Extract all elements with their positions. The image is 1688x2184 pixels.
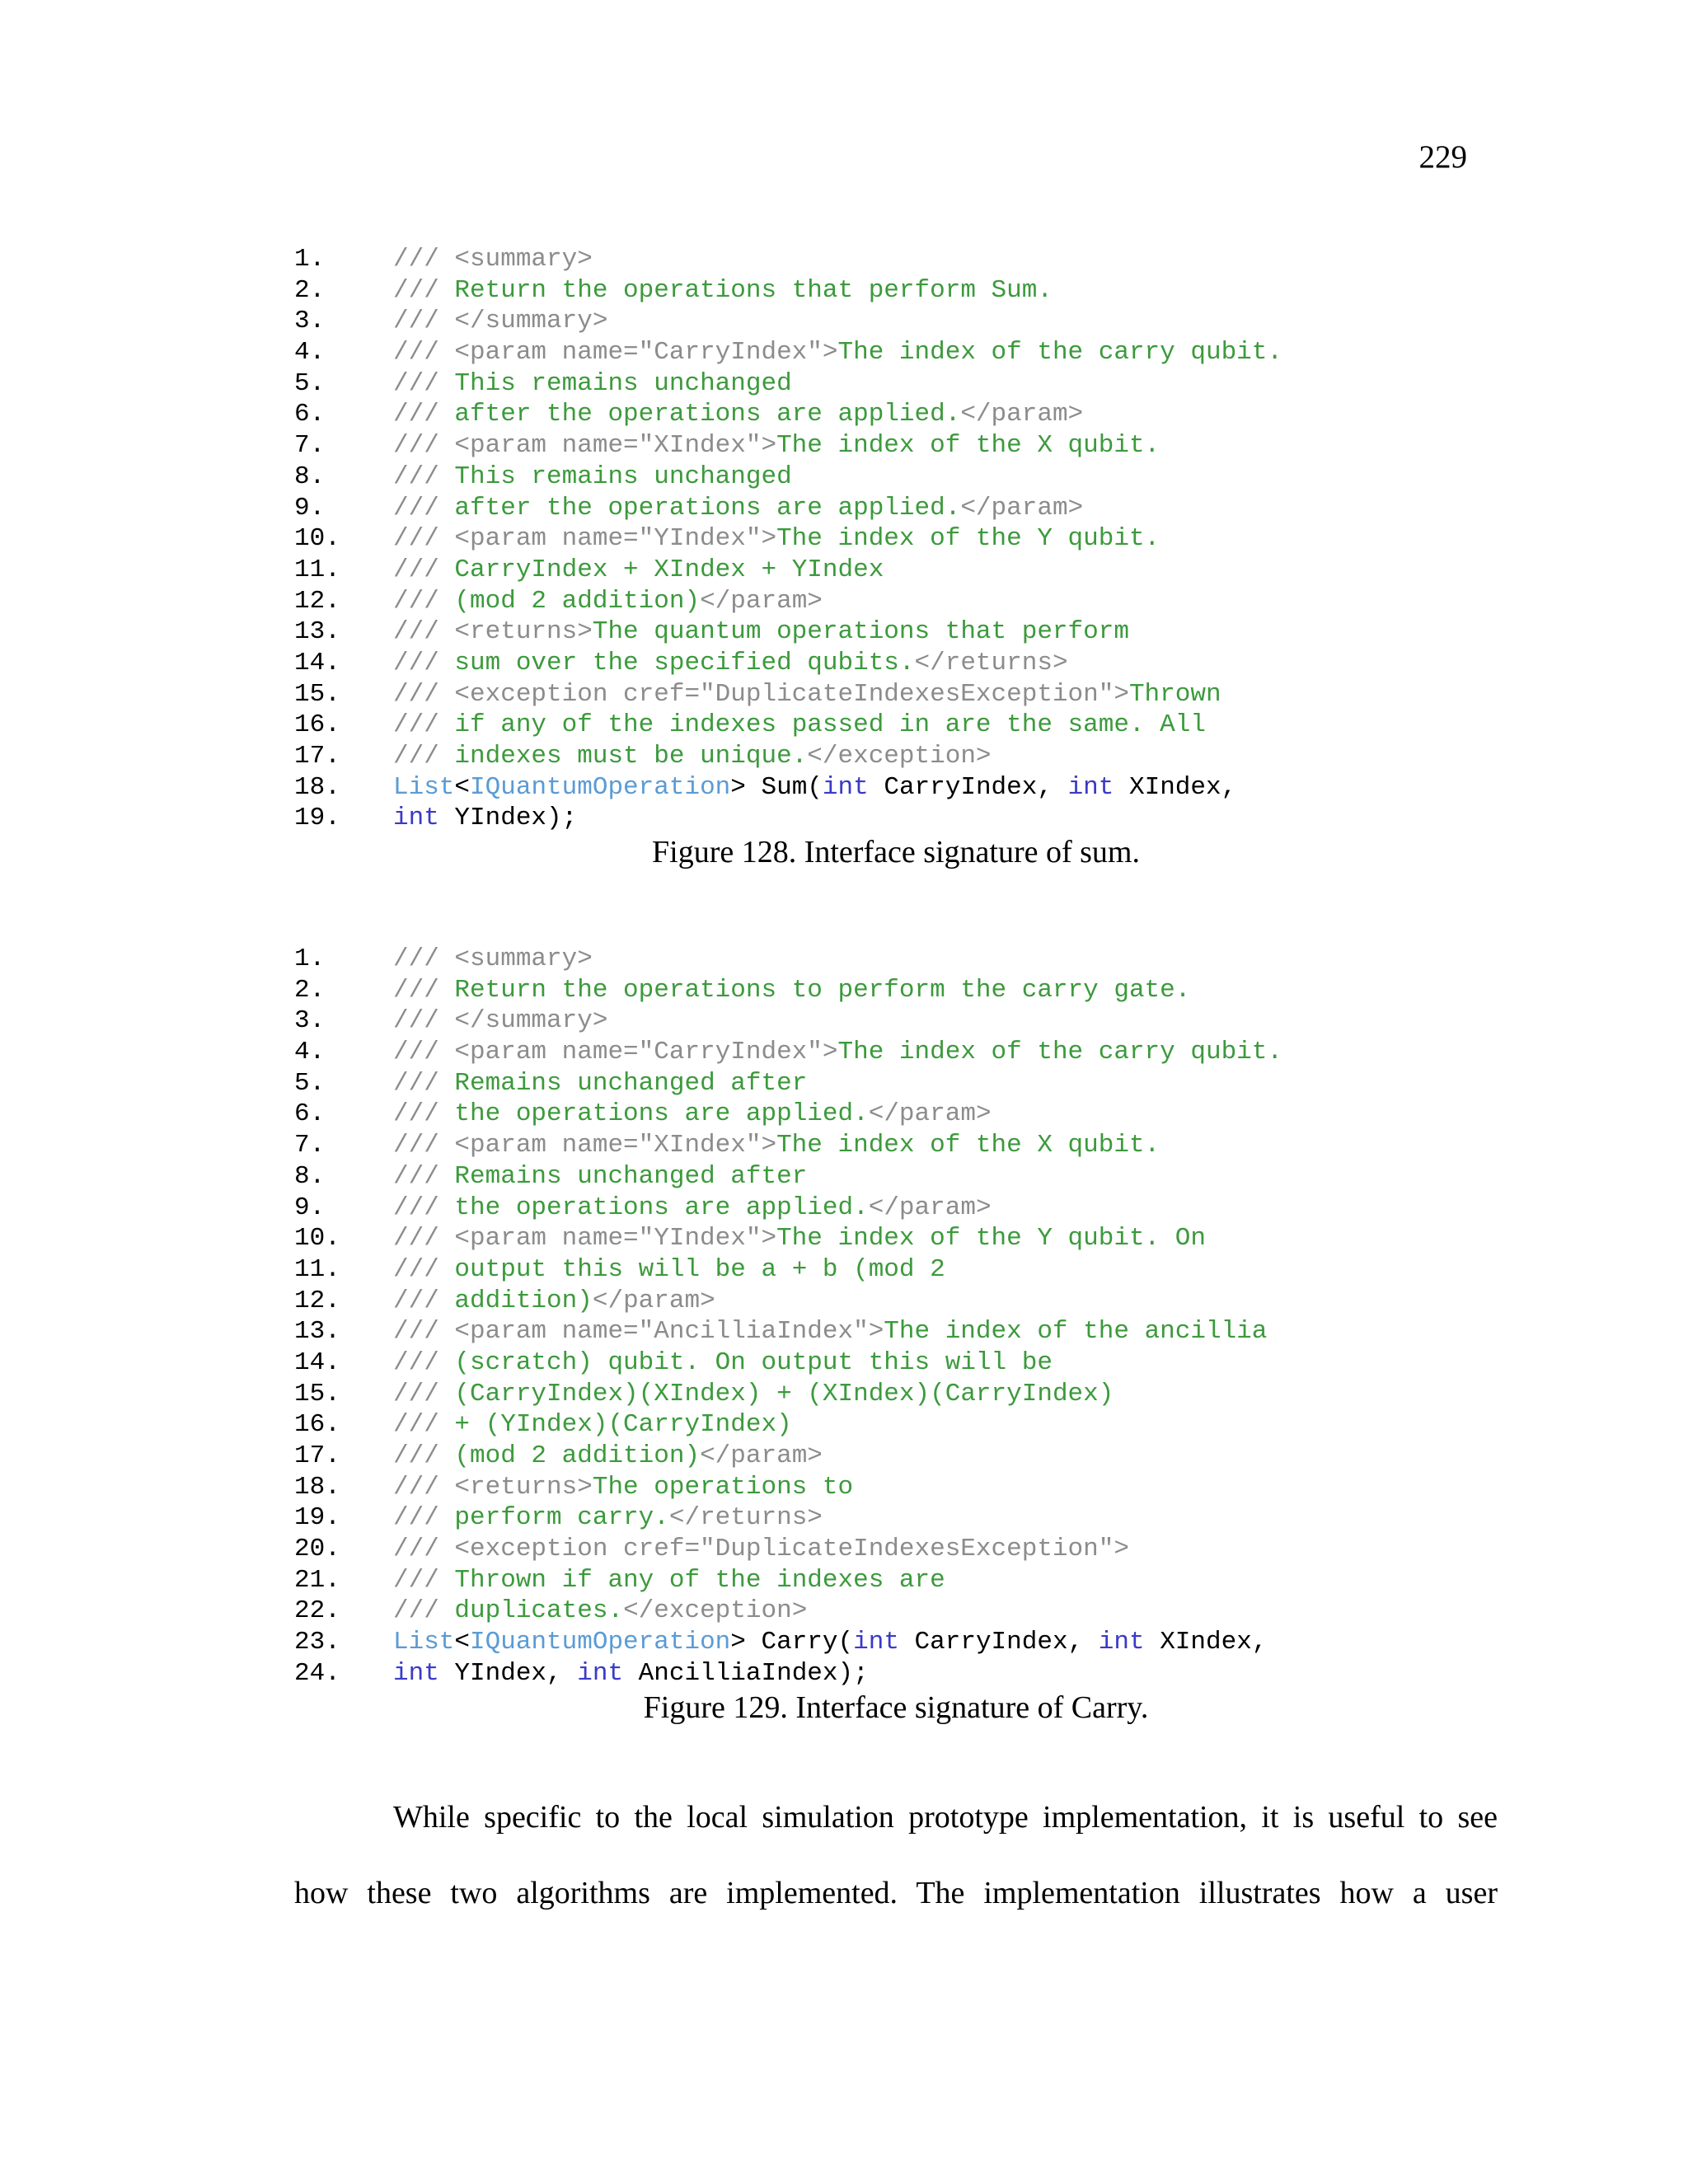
code-token: <: [454, 1628, 471, 1657]
code-text: [393, 1658, 869, 1690]
line-number: 14.: [294, 1347, 340, 1377]
page-number: 229: [1418, 139, 1467, 175]
code-token: CarryIndex,: [868, 772, 1068, 802]
code-text: [393, 244, 593, 275]
line-number: 10.: [294, 1224, 340, 1254]
code-token: int: [853, 1628, 899, 1657]
code-token: ///: [393, 555, 455, 584]
code-token: </param>: [868, 1099, 992, 1129]
code-token: + (YIndex)(CarryIndex): [454, 1410, 792, 1440]
code-token: The index of the Y qubit.: [776, 524, 1160, 554]
code-text: [393, 741, 992, 772]
code-line: [294, 275, 1498, 307]
code-text: [393, 1534, 1129, 1565]
code-line: [294, 1005, 1498, 1037]
code-token: /// <param name="YIndex">: [393, 1224, 777, 1254]
code-text: [393, 679, 1221, 710]
code-line: [294, 1223, 1498, 1254]
code-token: indexes must be unique.: [454, 742, 808, 771]
code-text: [393, 1223, 1206, 1254]
code-token: IQuantumOperation: [470, 1628, 731, 1657]
code-token: </param>: [960, 400, 1084, 429]
code-line: [294, 944, 1498, 975]
code-token: AncilliaIndex);: [623, 1658, 869, 1688]
code-token: ///: [393, 462, 455, 491]
line-number: 13.: [294, 1317, 340, 1347]
code-text: [393, 772, 1236, 804]
code-token: </param>: [868, 1193, 992, 1222]
code-text: [393, 493, 1083, 524]
line-number: 17.: [294, 742, 340, 771]
code-line: [294, 1534, 1498, 1565]
body-text-line: how these two algorithms are implemented. The implementation illustrates how a user: [294, 1876, 1498, 1910]
code-line: [294, 1037, 1498, 1068]
code-token: ///: [393, 1286, 455, 1315]
line-number: 10.: [294, 524, 340, 554]
code-line: [294, 523, 1498, 555]
code-text: [393, 1037, 1282, 1068]
line-number: 16.: [294, 710, 340, 740]
code-token: ///: [393, 742, 455, 771]
code-token: /// <param name="XIndex">: [393, 431, 777, 461]
code-token: CarryIndex + XIndex + YIndex: [454, 555, 884, 584]
code-line: [294, 1472, 1498, 1503]
code-text: [393, 430, 1160, 462]
code-token: </param>: [960, 493, 1084, 523]
code-token: /// <returns>: [393, 617, 593, 647]
code-token: the operations are applied.: [454, 1099, 869, 1129]
code-text: [393, 1565, 945, 1596]
figure-caption-sum: Figure 128. Interface signature of sum.: [652, 835, 1140, 869]
code-token: ///: [393, 1161, 455, 1191]
code-token: Return the operations to perform the carry gate.: [454, 975, 1191, 1005]
line-number: 4.: [294, 338, 326, 368]
code-token: The quantum operations that perform: [592, 617, 1129, 647]
code-line: [294, 1193, 1498, 1224]
code-text: [393, 1286, 715, 1317]
code-token: YIndex,: [438, 1658, 578, 1688]
line-number: 6.: [294, 400, 326, 429]
code-token: ///: [393, 1379, 455, 1408]
code-line: [294, 1565, 1498, 1596]
code-text: [393, 462, 792, 493]
line-number: 3.: [294, 307, 326, 336]
line-number: 11.: [294, 555, 340, 584]
body-paragraph: [294, 1799, 1498, 1951]
code-token: ///: [393, 586, 455, 616]
line-number: 2.: [294, 975, 326, 1005]
code-line: [294, 493, 1498, 524]
code-token: ///: [393, 648, 455, 677]
code-token: (scratch) qubit. On output this will be: [454, 1347, 1053, 1377]
code-line: [294, 1379, 1498, 1410]
code-text: [393, 975, 1190, 1006]
line-number: 9.: [294, 493, 326, 523]
code-text: [393, 306, 607, 337]
code-token: /// <summary>: [393, 245, 593, 274]
line-number: 1.: [294, 245, 326, 274]
code-line: [294, 741, 1498, 772]
code-line: [294, 1596, 1498, 1627]
line-number: 3.: [294, 1006, 326, 1036]
line-number: 14.: [294, 648, 340, 677]
code-text: [393, 616, 1129, 648]
code-token: </param>: [592, 1286, 715, 1315]
code-line: [294, 772, 1498, 804]
line-number: 1.: [294, 944, 326, 973]
code-line: [294, 616, 1498, 648]
code-token: ///: [393, 1565, 455, 1595]
code-text: [393, 1347, 1053, 1379]
code-token: ///: [393, 1441, 455, 1470]
code-token: int: [393, 804, 439, 833]
code-token: YIndex);: [438, 804, 578, 833]
figure-caption-carry: Figure 129. Interface signature of Carry.: [643, 1690, 1149, 1725]
line-number: 18.: [294, 1472, 340, 1502]
code-text: [393, 1472, 853, 1503]
code-token: /// <exception cref="DuplicateIndexesException">: [393, 1535, 1129, 1564]
code-token: Remains unchanged after: [454, 1161, 808, 1191]
line-number: 16.: [294, 1410, 340, 1440]
code-token: int: [1067, 772, 1114, 802]
code-token: ///: [393, 1596, 455, 1626]
code-token: ///: [393, 975, 455, 1005]
code-line: [294, 399, 1498, 430]
code-line: [294, 337, 1498, 368]
code-token: after the operations are applied.: [454, 493, 961, 523]
code-token: ///: [393, 1068, 455, 1098]
code-token: > Sum(: [730, 772, 823, 802]
code-token: ///: [393, 1193, 455, 1222]
line-number: 7.: [294, 431, 326, 461]
code-token: > Carry(: [730, 1628, 854, 1657]
code-token: Remains unchanged after: [454, 1068, 808, 1098]
line-number: 15.: [294, 679, 340, 709]
code-token: </exception>: [807, 742, 992, 771]
code-token: int: [577, 1658, 624, 1688]
code-token: Return the operations that perform Sum.: [454, 275, 1053, 305]
line-number: 18.: [294, 772, 340, 802]
code-text: [393, 1130, 1160, 1161]
line-number: 13.: [294, 617, 340, 647]
code-line: [294, 1316, 1498, 1347]
code-token: if any of the indexes passed in are the same. All: [454, 710, 1206, 740]
body-text-line: While specific to the local simulation prototype implementation, it is useful to see: [393, 1800, 1498, 1835]
code-listing-carry: [294, 944, 1498, 1690]
line-number: 12.: [294, 586, 340, 616]
code-token: The index of the ancillia: [884, 1317, 1268, 1347]
code-token: </param>: [700, 1441, 823, 1470]
code-line: [294, 1130, 1498, 1161]
code-token: /// <returns>: [393, 1472, 593, 1502]
code-text: [393, 586, 823, 617]
line-number: 12.: [294, 1286, 340, 1315]
code-line: [294, 1627, 1498, 1658]
code-token: IQuantumOperation: [470, 772, 731, 802]
code-token: (CarryIndex)(XIndex) + (XIndex)(CarryIndex): [454, 1379, 1114, 1408]
code-token: The index of the X qubit.: [776, 1131, 1160, 1160]
code-text: [393, 648, 1068, 679]
code-text: [393, 944, 593, 975]
line-number: 24.: [294, 1658, 340, 1688]
code-token: ///: [393, 710, 455, 740]
line-number: 20.: [294, 1535, 340, 1564]
code-text: [393, 1596, 807, 1627]
code-token: addition): [454, 1286, 593, 1315]
line-number: 22.: [294, 1596, 340, 1626]
line-number: 21.: [294, 1565, 340, 1595]
code-text: [393, 1161, 807, 1193]
code-token: /// <param name="CarryIndex">: [393, 1038, 838, 1067]
code-token: duplicates.: [454, 1596, 624, 1626]
code-token: </exception>: [623, 1596, 808, 1626]
code-token: perform carry.: [454, 1503, 669, 1533]
code-token: output this will be a + b (mod 2: [454, 1254, 945, 1284]
code-line: [294, 430, 1498, 462]
code-text: [393, 337, 1282, 368]
line-number: 8.: [294, 462, 326, 491]
line-number: 9.: [294, 1193, 326, 1222]
code-line: [294, 586, 1498, 617]
code-token: ///: [393, 493, 455, 523]
code-token: ///: [393, 1254, 455, 1284]
code-line: [294, 368, 1498, 400]
line-number: 5.: [294, 368, 326, 398]
code-text: [393, 275, 1053, 307]
code-token: /// </summary>: [393, 1006, 608, 1036]
code-token: ///: [393, 400, 455, 429]
code-token: /// </summary>: [393, 307, 608, 336]
code-text: [393, 523, 1160, 555]
code-token: /// <summary>: [393, 944, 593, 973]
code-text: [393, 555, 884, 586]
code-text: [393, 1379, 1114, 1410]
code-token: /// <param name="YIndex">: [393, 524, 777, 554]
code-token: int: [822, 772, 869, 802]
code-text: [393, 1193, 992, 1224]
code-token: ///: [393, 1099, 455, 1129]
code-line: [294, 803, 1498, 834]
code-text: [393, 1254, 945, 1286]
code-token: Thrown if any of the indexes are: [454, 1565, 945, 1595]
code-token: List: [393, 1628, 455, 1657]
code-token: This remains unchanged: [454, 462, 792, 491]
code-token: /// <exception cref="DuplicateIndexesException">: [393, 679, 1129, 709]
code-text: [393, 1502, 823, 1534]
code-token: <: [454, 772, 471, 802]
code-token: /// <param name="AncilliaIndex">: [393, 1317, 884, 1347]
code-text: [393, 399, 1083, 430]
code-token: CarryIndex,: [898, 1628, 1099, 1657]
code-line: [294, 306, 1498, 337]
line-number: 19.: [294, 1503, 340, 1533]
code-token: </returns>: [914, 648, 1068, 677]
code-token: (mod 2 addition): [454, 586, 701, 616]
line-number: 11.: [294, 1254, 340, 1284]
code-text: [393, 803, 577, 834]
code-token: sum over the specified qubits.: [454, 648, 915, 677]
code-token: The index of the Y qubit. On: [776, 1224, 1206, 1254]
line-number: 2.: [294, 275, 326, 305]
line-number: 7.: [294, 1131, 326, 1160]
line-number: 5.: [294, 1068, 326, 1098]
code-token: ///: [393, 368, 455, 398]
code-token: List: [393, 772, 455, 802]
line-number: 6.: [294, 1099, 326, 1129]
code-line: [294, 244, 1498, 275]
code-line: [294, 679, 1498, 710]
code-token: int: [393, 1658, 439, 1688]
code-text: [393, 368, 792, 400]
code-token: /// <param name="CarryIndex">: [393, 338, 838, 368]
code-text: [393, 1627, 1267, 1658]
code-token: Thrown: [1128, 679, 1221, 709]
line-number: 23.: [294, 1628, 340, 1657]
code-line: [294, 1286, 1498, 1317]
line-number: 4.: [294, 1038, 326, 1067]
code-token: </returns>: [668, 1503, 823, 1533]
code-token: ///: [393, 1410, 455, 1440]
code-token: /// <param name="XIndex">: [393, 1131, 777, 1160]
line-number: 19.: [294, 804, 340, 833]
code-token: The operations to: [592, 1472, 854, 1502]
code-line: [294, 1441, 1498, 1472]
code-token: ///: [393, 275, 455, 305]
code-token: This remains unchanged: [454, 368, 792, 398]
code-text: [393, 1005, 607, 1037]
code-line: [294, 555, 1498, 586]
code-line: [294, 1161, 1498, 1193]
code-token: XIndex,: [1114, 772, 1237, 802]
code-text: [393, 1068, 807, 1099]
code-token: int: [1098, 1628, 1145, 1657]
line-number: 17.: [294, 1441, 340, 1470]
code-token: after the operations are applied.: [454, 400, 961, 429]
line-number: 15.: [294, 1379, 340, 1408]
code-token: the operations are applied.: [454, 1193, 869, 1222]
code-text: [393, 1316, 1267, 1347]
code-text: [393, 710, 1206, 741]
code-line: [294, 1502, 1498, 1534]
code-token: </param>: [700, 586, 823, 616]
line-number: 8.: [294, 1161, 326, 1191]
code-line: [294, 1099, 1498, 1130]
code-text: [393, 1099, 992, 1130]
code-text: [393, 1441, 823, 1472]
code-token: XIndex,: [1144, 1628, 1268, 1657]
code-listing-sum: [294, 244, 1498, 834]
code-token: ///: [393, 1503, 455, 1533]
code-line: [294, 462, 1498, 493]
code-line: [294, 1347, 1498, 1379]
code-line: [294, 1409, 1498, 1441]
code-line: [294, 1254, 1498, 1286]
code-token: The index of the carry qubit.: [837, 1038, 1282, 1067]
code-line: [294, 1658, 1498, 1690]
code-token: ///: [393, 1347, 455, 1377]
code-line: [294, 648, 1498, 679]
code-token: The index of the X qubit.: [776, 431, 1160, 461]
code-line: [294, 975, 1498, 1006]
code-token: (mod 2 addition): [454, 1441, 701, 1470]
code-line: [294, 710, 1498, 741]
code-text: [393, 1409, 792, 1441]
code-line: [294, 1068, 1498, 1099]
code-token: The index of the carry qubit.: [837, 338, 1282, 368]
